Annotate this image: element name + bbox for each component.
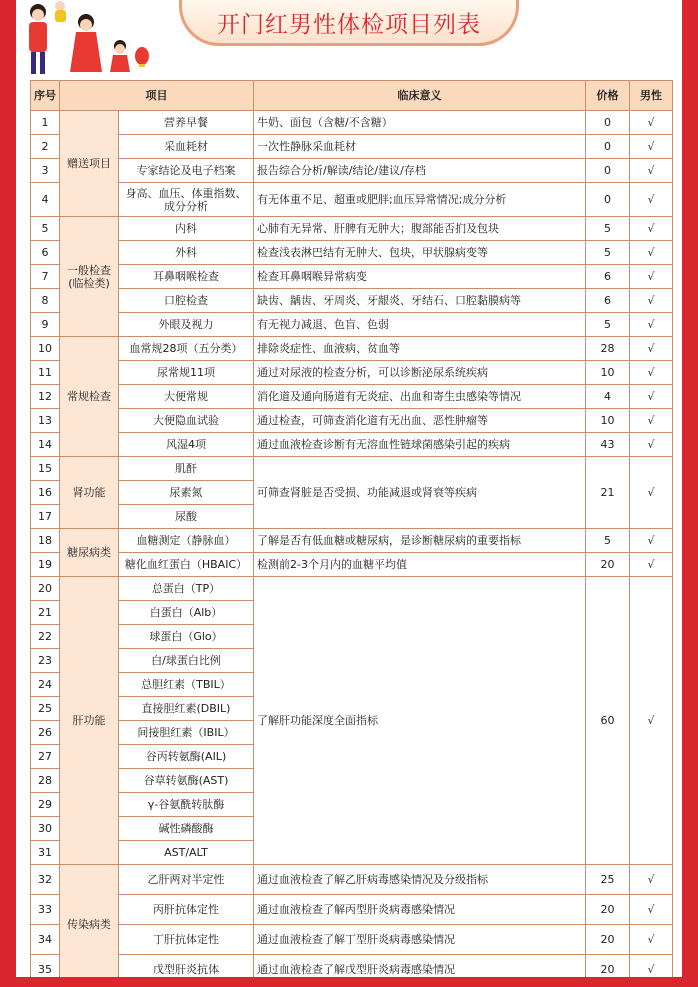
cell-male-check: √ <box>630 135 673 159</box>
cell-seq: 18 <box>31 529 60 553</box>
cell-meaning: 了解肝功能深度全面指标 <box>254 577 586 865</box>
table-row <box>31 577 673 601</box>
cell-category: 常规检查 <box>60 337 119 457</box>
cell-price: 43 <box>586 433 630 457</box>
cell-seq: 9 <box>31 313 60 337</box>
table-row <box>31 183 673 217</box>
cell-price: 28 <box>586 337 630 361</box>
cell-item: 专家结论及电子档案 <box>119 159 254 183</box>
cell-meaning: 消化道及通向肠道有无炎症、出血和寄生虫感染等情况 <box>254 385 586 409</box>
cell-item: 糖化血红蛋白（HBAIC） <box>119 553 254 577</box>
cell-male-check: √ <box>630 457 673 529</box>
cell-price: 5 <box>586 529 630 553</box>
cell-item: 球蛋白（Glo） <box>119 625 254 649</box>
cell-seq: 22 <box>31 625 60 649</box>
cell-seq: 5 <box>31 217 60 241</box>
cell-price: 0 <box>586 135 630 159</box>
cell-item: 口腔检查 <box>119 289 254 313</box>
cell-price: 5 <box>586 313 630 337</box>
cell-item: 尿酸 <box>119 505 254 529</box>
cell-price: 0 <box>586 111 630 135</box>
table-row <box>31 241 673 265</box>
cell-item: 间接胆红素（IBIL） <box>119 721 254 745</box>
cell-male-check: √ <box>630 895 673 925</box>
cell-seq: 8 <box>31 289 60 313</box>
cell-seq: 27 <box>31 745 60 769</box>
table-row <box>31 289 673 313</box>
cell-male-check: √ <box>630 385 673 409</box>
right-border <box>682 0 698 987</box>
cell-meaning: 缺齿、龋齿、牙周炎、牙龈炎、牙结石、口腔黏膜病等 <box>254 289 586 313</box>
cell-price: 21 <box>586 457 630 529</box>
cell-seq: 3 <box>31 159 60 183</box>
table-row <box>31 265 673 289</box>
cell-seq: 21 <box>31 601 60 625</box>
cell-meaning: 排除炎症性、血液病、贫血等 <box>254 337 586 361</box>
table-row <box>31 361 673 385</box>
cell-seq: 25 <box>31 697 60 721</box>
table-row <box>31 159 673 183</box>
cell-seq: 19 <box>31 553 60 577</box>
cell-price: 60 <box>586 577 630 865</box>
page-title: 开门红男性体检项目列表 <box>217 12 481 38</box>
exam-items-table <box>30 80 673 985</box>
cell-male-check: √ <box>630 159 673 183</box>
cell-item: 谷草转氨酶(AST) <box>119 769 254 793</box>
cell-meaning: 报告综合分析/解读/结论/建议/存档 <box>254 159 586 183</box>
cell-price: 5 <box>586 217 630 241</box>
cell-item: 丁肝抗体定性 <box>119 925 254 955</box>
cell-meaning: 通过血液检查了解戊型肝炎病毒感染情况 <box>254 955 586 985</box>
table-header-row <box>31 81 673 111</box>
cell-item: 外眼及视力 <box>119 313 254 337</box>
cell-seq: 34 <box>31 925 60 955</box>
cell-meaning: 通过血液检查诊断有无溶血性链球菌感染引起的疾病 <box>254 433 586 457</box>
table-row <box>31 337 673 361</box>
cell-item: 直接胆红素(DBIL) <box>119 697 254 721</box>
cell-meaning: 通过血液检查了解丙型肝炎病毒感染情况 <box>254 895 586 925</box>
cell-price: 5 <box>586 241 630 265</box>
cell-price: 20 <box>586 955 630 985</box>
cell-item: 采血耗材 <box>119 135 254 159</box>
cell-meaning: 检查耳鼻咽喉异常病变 <box>254 265 586 289</box>
table-row <box>31 385 673 409</box>
cell-category: 一般检查 (临检类) <box>60 217 119 337</box>
cell-category: 传染病类 <box>60 865 119 985</box>
cell-male-check: √ <box>630 409 673 433</box>
cell-male-check: √ <box>630 553 673 577</box>
cell-meaning: 通过检查，可筛查消化道有无出血、恶性肿瘤等 <box>254 409 586 433</box>
cell-item: γ-谷氨酰转肽酶 <box>119 793 254 817</box>
cell-male-check: √ <box>630 955 673 985</box>
cell-price: 20 <box>586 925 630 955</box>
cell-meaning: 通过血液检查了解乙肝病毒感染情况及分级指标 <box>254 865 586 895</box>
cell-item: 谷丙转氨酶(AIL) <box>119 745 254 769</box>
cell-seq: 35 <box>31 955 60 985</box>
cell-item: 风湿4项 <box>119 433 254 457</box>
cell-seq: 20 <box>31 577 60 601</box>
cell-item: 耳鼻咽喉检查 <box>119 265 254 289</box>
table-row <box>31 217 673 241</box>
cell-item: 大便隐血试验 <box>119 409 254 433</box>
table-row <box>31 111 673 135</box>
cell-item: 血糖测定（静脉血） <box>119 529 254 553</box>
family-illustration <box>16 0 156 78</box>
cell-seq: 10 <box>31 337 60 361</box>
cell-male-check: √ <box>630 925 673 955</box>
cell-price: 0 <box>586 183 630 217</box>
cell-male-check: √ <box>630 289 673 313</box>
header-item: 项目 <box>60 81 254 111</box>
cell-seq: 23 <box>31 649 60 673</box>
cell-male-check: √ <box>630 241 673 265</box>
cell-seq: 16 <box>31 481 60 505</box>
cell-seq: 4 <box>31 183 60 217</box>
cell-male-check: √ <box>630 313 673 337</box>
table-row <box>31 553 673 577</box>
table-row <box>31 433 673 457</box>
cell-price: 0 <box>586 159 630 183</box>
cell-seq: 15 <box>31 457 60 481</box>
cell-seq: 32 <box>31 865 60 895</box>
cell-male-check: √ <box>630 337 673 361</box>
cell-seq: 2 <box>31 135 60 159</box>
cell-male-check: √ <box>630 865 673 895</box>
header-seq: 序号 <box>31 81 60 111</box>
cell-seq: 11 <box>31 361 60 385</box>
cell-item: 血常规28项（五分类） <box>119 337 254 361</box>
cell-seq: 26 <box>31 721 60 745</box>
cell-seq: 31 <box>31 841 60 865</box>
cell-category: 赠送项目 <box>60 111 119 217</box>
cell-meaning: 检测前2-3个月内的血糖平均值 <box>254 553 586 577</box>
cell-item: 肌酐 <box>119 457 254 481</box>
cell-price: 4 <box>586 385 630 409</box>
cell-meaning: 心肺有无异常、肝脾有无肿大；腹部能否扪及包块 <box>254 217 586 241</box>
cell-seq: 17 <box>31 505 60 529</box>
cell-meaning: 通过对尿液的检查分析，可以诊断泌尿系统疾病 <box>254 361 586 385</box>
table-row <box>31 925 673 955</box>
cell-meaning: 牛奶、面包（含糖/不含糖） <box>254 111 586 135</box>
header-male: 男性 <box>630 81 673 111</box>
cell-category: 肝功能 <box>60 577 119 865</box>
cell-item: 身高、血压、体重指数、成分分析 <box>119 183 254 217</box>
cell-price: 20 <box>586 895 630 925</box>
left-border <box>0 0 16 987</box>
cell-meaning: 可筛查肾脏是否受损、功能减退或肾衰等疾病 <box>254 457 586 529</box>
cell-price: 20 <box>586 553 630 577</box>
cell-meaning: 有无体重不足、超重或肥胖;血压异常情况;成分分析 <box>254 183 586 217</box>
cell-meaning: 通过血液检查了解丁型肝炎病毒感染情况 <box>254 925 586 955</box>
cell-item: 丙肝抗体定性 <box>119 895 254 925</box>
bottom-border <box>0 977 698 987</box>
cell-item: 戊型肝炎抗体 <box>119 955 254 985</box>
cell-male-check: √ <box>630 183 673 217</box>
header-price: 价格 <box>586 81 630 111</box>
table-row <box>31 865 673 895</box>
table-row <box>31 895 673 925</box>
cell-seq: 30 <box>31 817 60 841</box>
cell-male-check: √ <box>630 529 673 553</box>
table-body <box>31 111 673 985</box>
cell-item: AST/ALT <box>119 841 254 865</box>
cell-category: 肾功能 <box>60 457 119 529</box>
table-row <box>31 409 673 433</box>
cell-category: 糖尿病类 <box>60 529 119 577</box>
cell-male-check: √ <box>630 577 673 865</box>
cell-item: 尿素氮 <box>119 481 254 505</box>
cell-item: 大便常规 <box>119 385 254 409</box>
cell-item: 白/球蛋白比例 <box>119 649 254 673</box>
cell-seq: 7 <box>31 265 60 289</box>
cell-price: 10 <box>586 361 630 385</box>
cell-price: 6 <box>586 289 630 313</box>
cell-male-check: √ <box>630 361 673 385</box>
cell-seq: 28 <box>31 769 60 793</box>
cell-male-check: √ <box>630 433 673 457</box>
cell-seq: 14 <box>31 433 60 457</box>
cell-item: 内科 <box>119 217 254 241</box>
cell-seq: 1 <box>31 111 60 135</box>
cell-price: 25 <box>586 865 630 895</box>
cell-seq: 6 <box>31 241 60 265</box>
table-row <box>31 529 673 553</box>
cell-seq: 12 <box>31 385 60 409</box>
header-meaning: 临床意义 <box>254 81 586 111</box>
cell-seq: 29 <box>31 793 60 817</box>
cell-meaning: 检查浅表淋巴结有无肿大、包块，甲状腺病变等 <box>254 241 586 265</box>
cell-meaning: 一次性静脉采血耗材 <box>254 135 586 159</box>
cell-meaning: 了解是否有低血糖或糖尿病，是诊断糖尿病的重要指标 <box>254 529 586 553</box>
cell-item: 尿常规11项 <box>119 361 254 385</box>
cell-male-check: √ <box>630 217 673 241</box>
table-row <box>31 457 673 481</box>
cell-item: 总蛋白（TP） <box>119 577 254 601</box>
table-row <box>31 135 673 159</box>
cell-meaning: 有无视力减退、色盲、色弱 <box>254 313 586 337</box>
cell-item: 营养早餐 <box>119 111 254 135</box>
cell-item: 乙肝两对半定性 <box>119 865 254 895</box>
cell-price: 6 <box>586 265 630 289</box>
cell-seq: 13 <box>31 409 60 433</box>
cell-item: 碱性磷酸酶 <box>119 817 254 841</box>
cell-male-check: √ <box>630 265 673 289</box>
cell-male-check: √ <box>630 111 673 135</box>
cell-seq: 33 <box>31 895 60 925</box>
cell-seq: 24 <box>31 673 60 697</box>
title-banner <box>179 0 519 46</box>
table-row <box>31 313 673 337</box>
cell-item: 白蛋白（Alb） <box>119 601 254 625</box>
cell-item: 总胆红素（TBIL） <box>119 673 254 697</box>
cell-price: 10 <box>586 409 630 433</box>
cell-item: 外科 <box>119 241 254 265</box>
